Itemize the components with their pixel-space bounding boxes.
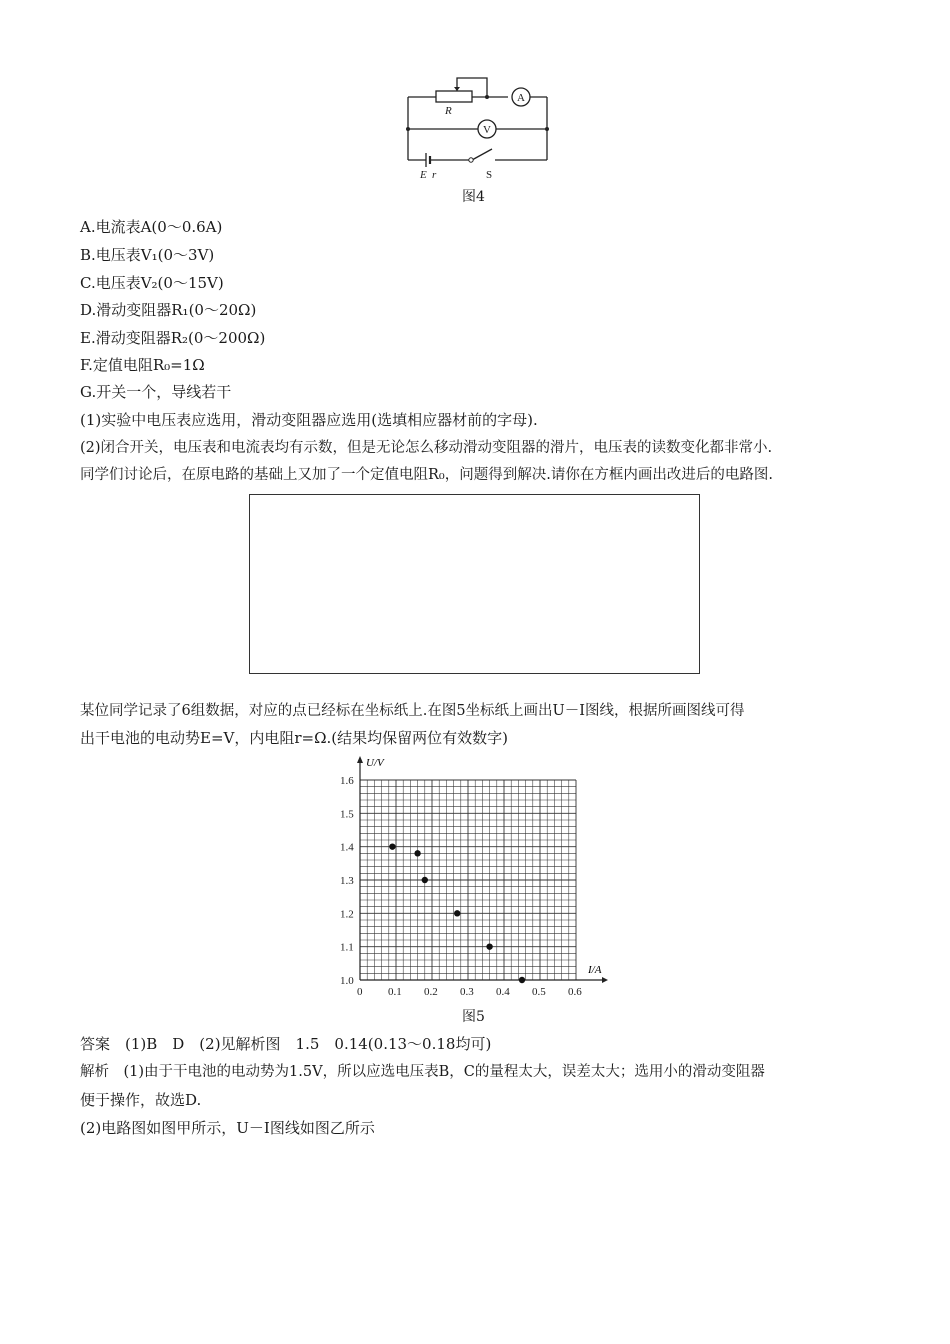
data-point	[519, 977, 525, 983]
y-tick-label: 1.0	[340, 975, 354, 987]
label-S: S	[486, 169, 493, 181]
data-point	[422, 877, 428, 883]
y-tick-label: 1.2	[340, 908, 354, 921]
x-tick-label: 0.6	[568, 986, 582, 998]
y-axis-arrow	[357, 756, 363, 763]
option-e: E.滑动变阻器R₂(0～200Ω)	[80, 329, 266, 347]
analysis-line-2: 便于操作，故选D.	[80, 1091, 202, 1109]
circuit-diagram	[396, 70, 560, 182]
data-point	[486, 943, 492, 949]
option-g: G.开关一个，导线若干	[80, 383, 232, 401]
y-tick-label: 1.5	[340, 808, 354, 821]
label-V: V	[483, 124, 491, 136]
option-f: F.定值电阻R₀=1Ω	[80, 356, 205, 374]
question-2-line-1: (2)闭合开关，电压表和电流表均有示数，但是无论怎么移动滑动变阻器的滑片，电压表的读数变化都非常小.	[80, 440, 773, 456]
data-text-line-2: 出干电池的电动势E=V，内电阻r=Ω.(结果均保留两位有效数字)	[80, 729, 509, 747]
label-r: r	[432, 169, 437, 181]
option-d: D.滑动变阻器R₁(0～20Ω)	[80, 301, 257, 319]
figure5-caption: 图5	[462, 1009, 485, 1025]
data-point	[389, 843, 395, 849]
y-tick-label: 1.4	[340, 841, 354, 854]
x-axis-label: I/A	[588, 964, 602, 976]
x-tick-label: 0.1	[388, 986, 402, 998]
analysis-line-1: 解析 (1)由于干电池的电动势为1.5V，所以应选电压表B，C的量程太大，误差太大；选用小的滑动变阻器	[80, 1064, 765, 1080]
x-axis-arrow	[602, 977, 608, 983]
switch-lever	[472, 149, 492, 160]
y-tick-label: 1.6	[340, 775, 354, 787]
data-point	[414, 850, 420, 856]
label-A: A	[517, 92, 525, 104]
u-i-graph	[330, 754, 620, 1004]
x-tick-label: 0.3	[460, 986, 474, 998]
data-text-line-1: 某位同学记录了6组数据，对应的点已经标在坐标纸上.在图5坐标纸上画出U－I图线，根据所画图线可得	[80, 703, 745, 719]
data-point	[454, 910, 460, 916]
x-tick-label: 0.2	[424, 986, 438, 998]
label-E: E	[420, 169, 427, 181]
option-a: A.电流表A(0～0.6A)	[80, 218, 223, 236]
question-2-line-2: 同学们讨论后，在原电路的基础上又加了一个定值电阻R₀，问题得到解决.请你在方框内画出改进后的电路图.	[80, 467, 773, 483]
x-tick-label: 0.4	[496, 986, 510, 998]
analysis-line-3: (2)电路图如图甲所示，U－I图线如图乙所示	[80, 1119, 375, 1137]
question-1: (1)实验中电压表应选用，滑动变阻器应选用(选填相应器材前的字母).	[80, 411, 538, 429]
y-axis-label: U/V	[366, 757, 384, 769]
x-tick-label: 0	[357, 986, 363, 998]
grid-lines	[360, 780, 576, 980]
x-tick-label: 0.5	[532, 986, 546, 998]
drawing-box[interactable]	[249, 494, 700, 674]
figure4-caption: 图4	[462, 189, 485, 205]
rheostat-resistor	[436, 91, 472, 102]
label-R: R	[445, 105, 452, 117]
option-c: C.电压表V₂(0～15V)	[80, 274, 224, 292]
option-b: B.电压表V₁(0～3V)	[80, 246, 215, 264]
y-tick-label: 1.1	[340, 941, 354, 954]
answer-line: 答案 (1)B D (2)见解析图 1.5 0.14(0.13～0.18均可)	[80, 1035, 492, 1053]
y-tick-label: 1.3	[340, 875, 354, 887]
